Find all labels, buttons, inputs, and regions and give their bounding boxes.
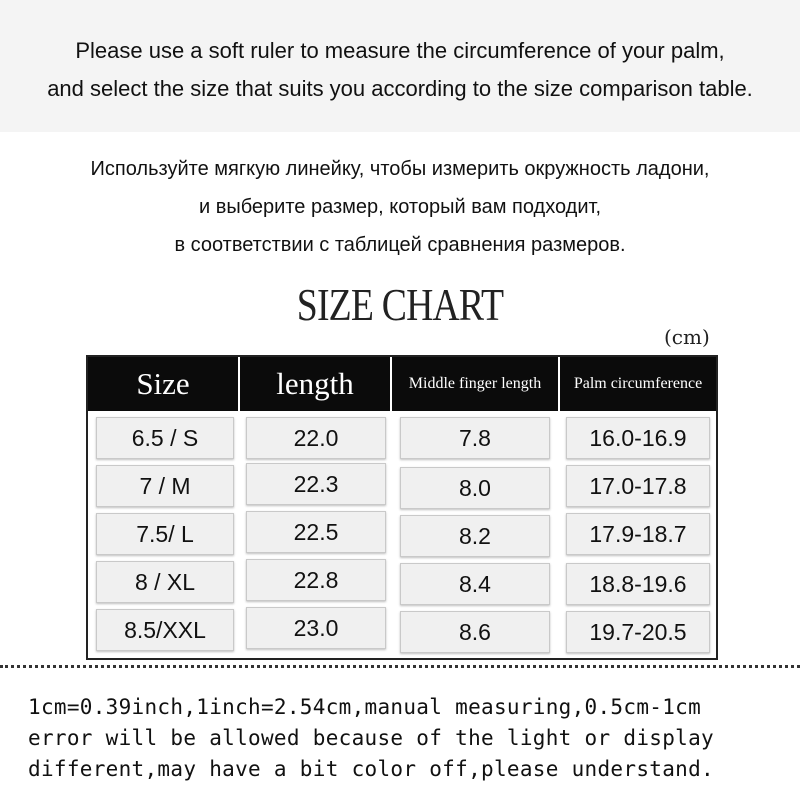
intro-english bbox=[0, 0, 800, 132]
intro-ru-line: Используйте мягкую линейку, чтобы измерить окружность ладони, bbox=[90, 158, 710, 180]
table-cell-length: 22.0 bbox=[246, 417, 386, 459]
table-cell-length: 23.0 bbox=[246, 607, 386, 649]
table-cell-length: 22.8 bbox=[246, 559, 386, 601]
chart-title: SIZE CHART bbox=[296, 279, 504, 330]
table-cell-length: 22.5 bbox=[246, 511, 386, 553]
table-cell-middle-finger: 8.0 bbox=[400, 467, 550, 509]
table-cell-size: 7 / M bbox=[96, 465, 234, 507]
table-cell-palm: 16.0-16.9 bbox=[566, 417, 710, 459]
table-cell-palm: 19.7-20.5 bbox=[566, 611, 710, 653]
dotted-divider bbox=[0, 665, 800, 668]
table-cell-size: 6.5 / S bbox=[96, 417, 234, 459]
footer-note-line: 1cm=0.39inch,1inch=2.54cm,manual measuring,0.5cm-1cm bbox=[28, 695, 702, 719]
table-cell-palm: 18.8-19.6 bbox=[566, 563, 710, 605]
unit-label: (cm) bbox=[664, 325, 710, 349]
table-cell-palm: 17.9-18.7 bbox=[566, 513, 710, 555]
table-cell-middle-finger: 8.6 bbox=[400, 611, 550, 653]
table-cell-size: 8 / XL bbox=[96, 561, 234, 603]
intro-ru-line: в соответствии с таблицей сравнения размеров. bbox=[174, 234, 626, 256]
table-cell-middle-finger: 8.2 bbox=[400, 515, 550, 557]
footer-note-line: different,may have a bit color off,please understand. bbox=[28, 757, 714, 781]
size-table bbox=[86, 355, 718, 660]
header-size: Size bbox=[88, 357, 238, 411]
table-cell-size: 8.5/XXL bbox=[96, 609, 234, 651]
table-cell-palm: 17.0-17.8 bbox=[566, 465, 710, 507]
footer-note-line: error will be allowed because of the light or display bbox=[28, 726, 714, 750]
footer-note bbox=[28, 692, 788, 785]
intro-en-line: and select the size that suits you according to the size comparison table. bbox=[47, 76, 753, 101]
intro-russian bbox=[0, 150, 800, 264]
intro-ru-line: и выберите размер, который вам подходит, bbox=[198, 196, 602, 218]
table-cell-size: 7.5/ L bbox=[96, 513, 234, 555]
header-length: length bbox=[240, 357, 390, 411]
header-middle-finger: Middle finger length bbox=[392, 357, 558, 411]
table-cell-middle-finger: 8.4 bbox=[400, 563, 550, 605]
table-cell-length: 22.3 bbox=[246, 463, 386, 505]
header-palm: Palm circumference bbox=[560, 357, 716, 411]
intro-en-line: Please use a soft ruler to measure the circumference of your palm, bbox=[75, 38, 725, 63]
table-cell-middle-finger: 7.8 bbox=[400, 417, 550, 459]
